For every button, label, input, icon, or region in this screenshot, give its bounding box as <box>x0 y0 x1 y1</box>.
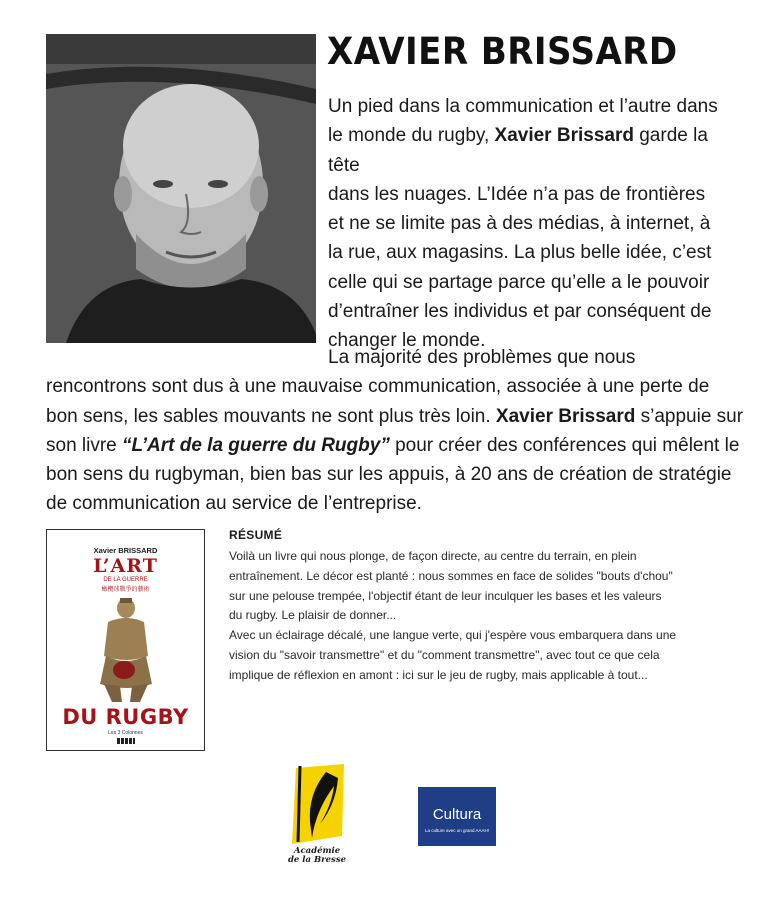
bio-line: le monde du rugby, <box>328 125 495 147</box>
cover-chinese-title: 橄欖球戰爭的藝術 <box>101 587 150 593</box>
bio-line: dans les nuages. L’Idée n’a pas de frontières <box>328 183 706 205</box>
bio-line: garde la tête <box>328 125 708 176</box>
resume-line: entraînement. Le décor est planté : nous sommes en face de solides "bouts d'chou" <box>229 568 673 583</box>
resume-line: du rugby. Le plaisir de donner... <box>229 608 397 623</box>
cultura-logo-name: Cultura <box>432 806 482 823</box>
terracotta-warrior-illustration <box>94 596 158 709</box>
cover-title-top: L’ART <box>93 555 158 577</box>
resume-heading: RÉSUMÉ <box>229 528 283 542</box>
bio-line: La majorité des problèmes que nous <box>328 347 636 368</box>
bio-line: celle qui se partage parce qu’elle a le pouvoir <box>328 271 710 293</box>
bio-line: pour créer des conférences qui mêlent le <box>389 434 740 456</box>
book-title-mention: “L’Art de la guerre du Rugby” <box>122 434 390 456</box>
academie-logo-text: de la Bresse <box>287 855 347 865</box>
cover-subtitle: DE LA GUERRE <box>103 577 148 583</box>
bio-line: la rue, aux magasins. La plus belle idée, c’est <box>328 242 712 264</box>
bio-author-name: Xavier Brissard <box>495 405 636 427</box>
academie-de-la-bresse-logo <box>282 764 352 874</box>
author-name: XAVIER BRISSARD <box>327 30 678 73</box>
resume-line: implique de réflexion en amont : ici sur le jeu de rugby, mais applicable à tout... <box>229 667 648 682</box>
bio-line: rencontrons sont dus à une mauvaise communication, associée à une perte de <box>46 376 710 398</box>
resume-line: sur une pelouse trempée, l'objectif étant de leur inculquer les bases et les valeurs <box>229 588 662 603</box>
cultura-logo <box>418 787 496 846</box>
publisher-logo-icon <box>117 738 135 744</box>
bio-line: son livre <box>46 434 123 456</box>
author-bio-continued <box>46 343 756 519</box>
bio-line: et ne se limite pas à des médias, à internet, à <box>328 213 711 235</box>
bio-line: bon sens du rugbyman, bien bas sur les appuis, à 20 ans de création de stratégie <box>46 464 732 486</box>
resume-line: vision du "savoir transmettre" et du "comment transmettre", avec tout ce que cela <box>229 647 660 662</box>
author-bio-intro <box>328 92 738 356</box>
bio-line: d’entraîner les individus et par conséquent de <box>328 301 712 323</box>
academie-logo-text: Académie <box>293 846 341 856</box>
author-portrait <box>46 34 316 343</box>
resume-line: Avec un éclairage décalé, une langue verte, qui j'espère vous embarquera dans une <box>229 628 677 643</box>
bio-line: Un pied dans la communication et l’autre dans <box>328 96 718 117</box>
cover-publisher: Les 3 Colonnes <box>108 730 143 736</box>
resume-line: Voilà un livre qui nous plonge, de façon directe, au centre du terrain, en plein <box>229 549 637 563</box>
cover-title-bottom: DU RUGBY <box>62 705 189 729</box>
bio-author-name: Xavier Brissard <box>494 125 634 147</box>
bio-line: changer le monde. <box>328 330 486 352</box>
bio-line: bon sens, les sables mouvants ne sont plus très loin. <box>46 405 496 427</box>
feather-quill-icon <box>282 764 352 848</box>
bio-line: s’appuie sur <box>635 405 744 427</box>
resume-text <box>229 547 749 686</box>
bio-line: de communication au service de l’entreprise. <box>46 493 422 515</box>
cover-author: Xavier BRISSARD <box>93 546 158 555</box>
book-cover <box>46 529 205 751</box>
cultura-logo-tagline: La culture avec un grand AAAH! <box>424 828 490 833</box>
